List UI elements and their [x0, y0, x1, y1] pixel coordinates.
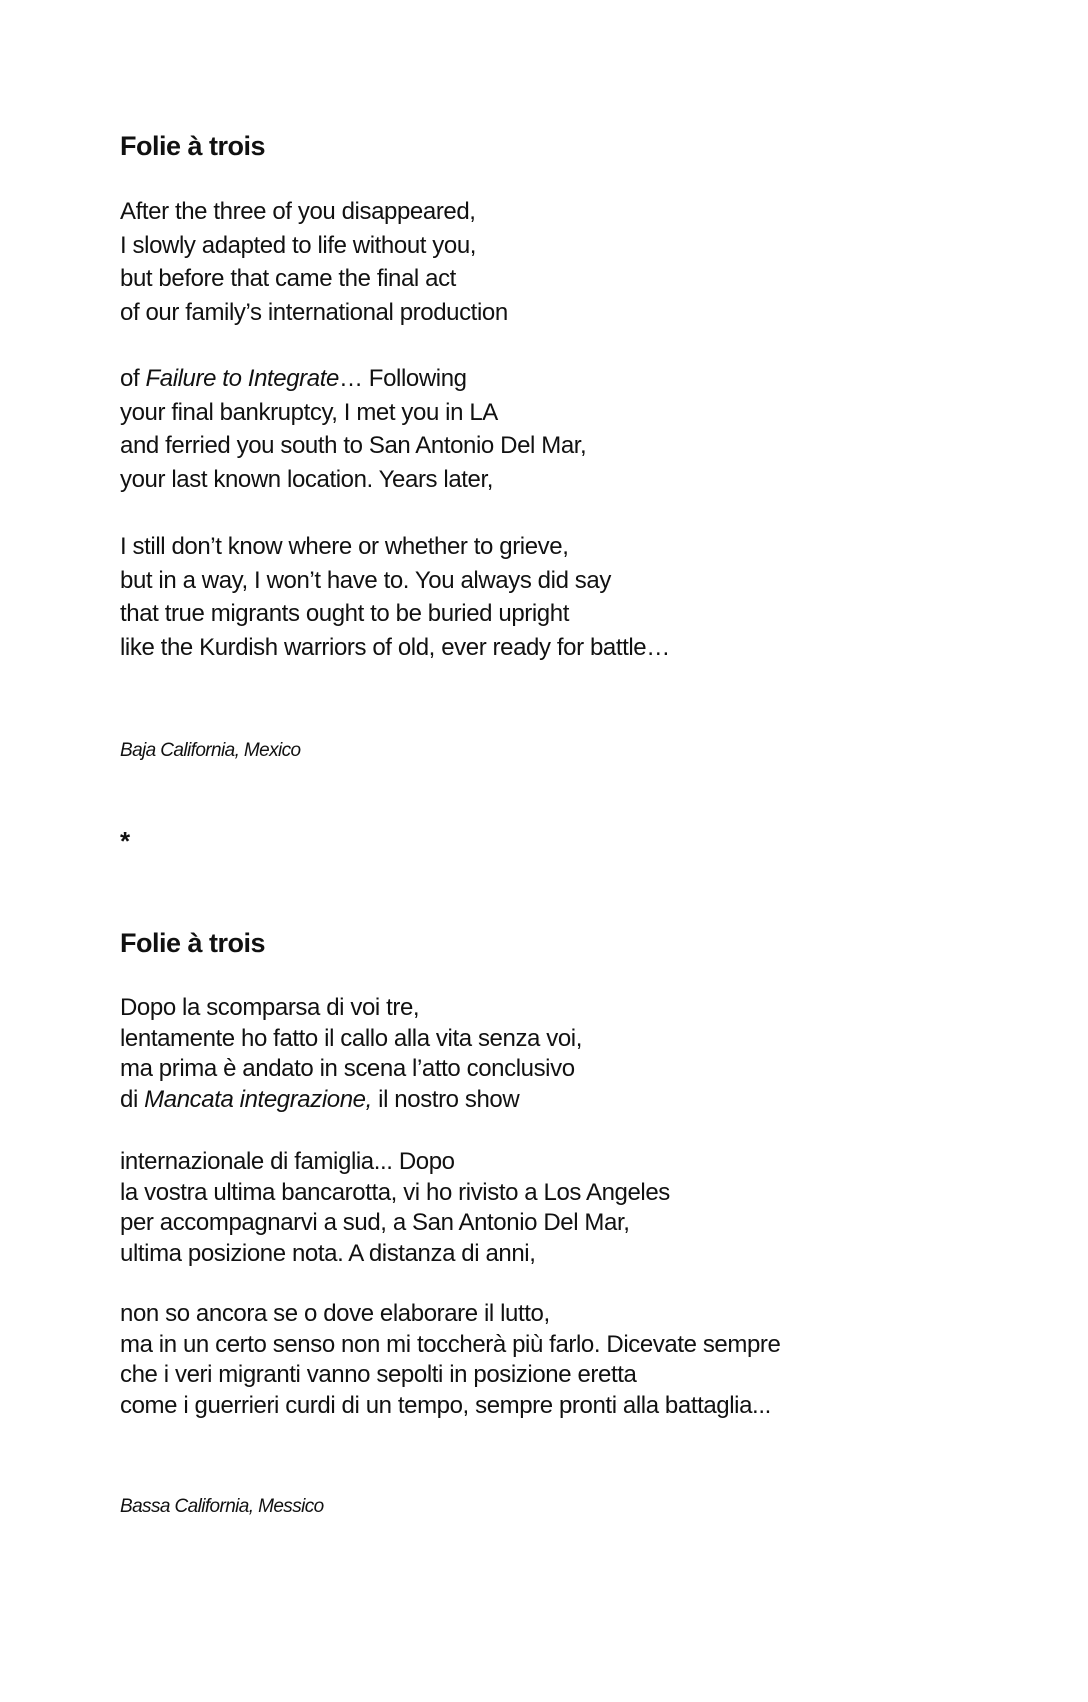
line-prefix: of [120, 365, 146, 392]
line-suffix: il nostro show [371, 1085, 520, 1113]
english-stanza-2 [120, 362, 586, 496]
poem-line: che i veri migranti vanno sepolti in posizione eretta [120, 1361, 637, 1388]
italic-work-title: Failure to Integrate [145, 365, 339, 392]
english-stanza-3 [120, 530, 670, 664]
italian-poem-title: Folie à trois [120, 928, 266, 958]
italian-stanza-2 [120, 1147, 670, 1269]
poem-line: non so ancora se o dove elaborare il lutto, [120, 1300, 550, 1327]
poem-line: per accompagnarvi a sud, a San Antonio Del Mar, [120, 1209, 630, 1236]
poem-line: After the three of you disappeared, [120, 198, 476, 225]
poem-line: your final bankruptcy, I met you in LA [120, 398, 498, 426]
italian-stanza-3 [120, 1299, 780, 1421]
poem-line: like the Kurdish warriors of old, ever ready for battle… [120, 633, 670, 661]
poem-line: your last known location. Years later, [120, 465, 494, 493]
english-place-label: Baja California, Mexico [120, 740, 301, 761]
poem-line: come i guerrieri curdi di un tempo, sempre pronti alla battaglia... [120, 1391, 771, 1419]
english-stanza-1 [120, 195, 508, 329]
line-prefix: di [120, 1085, 145, 1113]
line-suffix: … Following [338, 365, 467, 392]
poem-line [120, 1085, 582, 1116]
poem-line: and ferried you south to San Antonio Del Mar, [120, 432, 587, 459]
poem-line: lentamente ho fatto il callo alla vita senza voi, [120, 1024, 583, 1052]
italian-place-label: Bassa California, Messico [120, 1496, 324, 1517]
poem-line: but in a way, I won’t have to. You always did say [120, 566, 611, 594]
poem-line: ma in un certo senso non mi toccherà più farlo. Dicevate sempre [120, 1330, 781, 1358]
italic-work-title: Mancata integrazione, [144, 1085, 372, 1113]
poem-line: of our family’s international production [120, 298, 508, 326]
poem-line: but before that came the final act [120, 265, 456, 292]
poem-line: Dopo la scomparsa di voi tre, [120, 994, 420, 1021]
poem-line: internazionale di famiglia... Dopo [120, 1148, 455, 1175]
poem-line: that true migrants ought to be buried upright [120, 600, 569, 627]
english-poem-title: Folie à trois [120, 131, 266, 161]
poem-line: I slowly adapted to life without you, [120, 231, 477, 259]
poem-line: ultima posizione nota. A distanza di anni, [120, 1239, 536, 1267]
poem-line: la vostra ultima bancarotta, vi ho rivisto a Los Angeles [120, 1178, 670, 1206]
poem-line: I still don’t know where or whether to grieve, [120, 533, 569, 560]
section-separator: * [120, 826, 131, 856]
poem-line [120, 362, 586, 396]
italian-stanza-1 [120, 993, 582, 1115]
poem-line: ma prima è andato in scena l’atto conclusivo [120, 1055, 575, 1082]
